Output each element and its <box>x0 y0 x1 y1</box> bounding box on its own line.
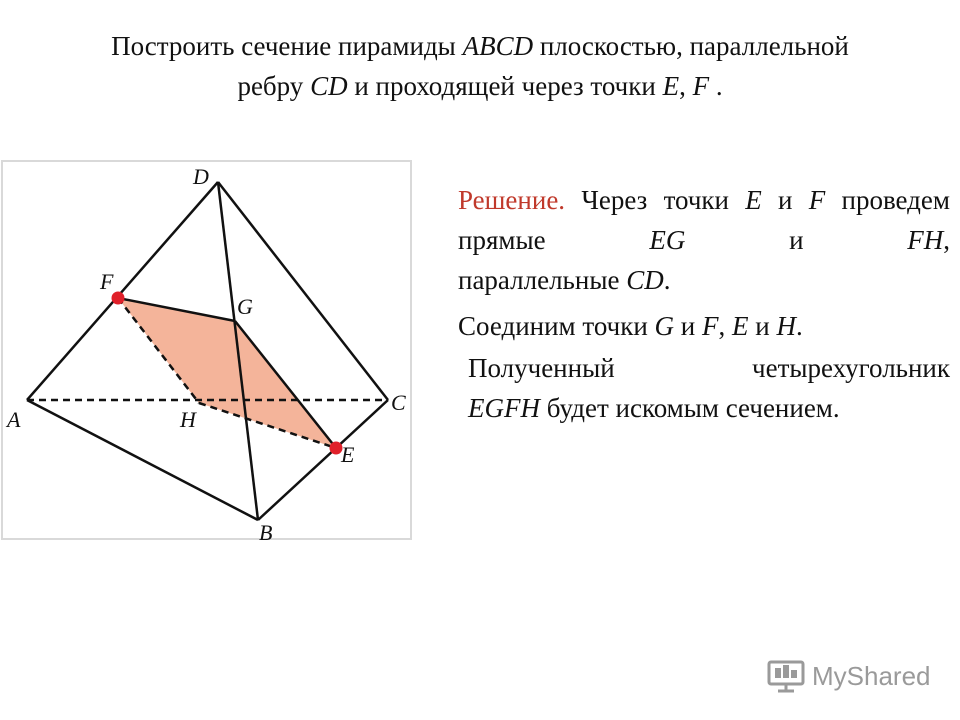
solution-text-run: , <box>718 311 732 341</box>
solution-text-run: проведем прямые <box>458 185 950 255</box>
solution-text-run: Полученный четырехугольник <box>468 353 950 383</box>
pyramid-figure <box>1 160 412 540</box>
solution-text-run: Соединим точки <box>458 311 655 341</box>
label-a: A <box>7 407 21 432</box>
section-name-ref: EGFH <box>468 393 540 423</box>
point-f-ref: F <box>701 311 719 341</box>
solution-text-run: , <box>943 225 950 255</box>
solution-label: Решение. <box>458 185 566 215</box>
point-h-ref: H <box>776 311 796 341</box>
solution-text-run: и <box>674 311 702 341</box>
solution-text-run: . <box>795 311 803 341</box>
solution-text-run: параллельные <box>458 265 627 295</box>
watermark <box>766 656 931 696</box>
solution-paragraph-1-end <box>458 260 950 300</box>
title-text: Построить сечение пирамиды <box>111 31 463 61</box>
title-line-1 <box>20 26 940 66</box>
solution-paragraph-3 <box>458 348 950 428</box>
solution-paragraph-3-end <box>468 388 950 428</box>
solution-text-run: . <box>663 265 671 295</box>
edge-cd-ref: CD <box>626 265 664 295</box>
title-point-e: E <box>662 71 680 101</box>
line-eg-ref: EG <box>649 225 686 255</box>
title-text: , <box>679 71 693 101</box>
point-e-ref: E <box>745 185 762 215</box>
problem-title <box>20 26 940 106</box>
label-h: H <box>180 407 196 432</box>
title-point-f: F <box>692 71 710 101</box>
solution-text <box>458 180 950 428</box>
title-edge-name: CD <box>310 71 348 101</box>
point-g-ref: G <box>654 311 675 341</box>
solution-text-run: и <box>761 185 809 215</box>
label-g: G <box>237 294 253 319</box>
title-text: плоскостью, параллельной <box>533 31 849 61</box>
point-f-ref: F <box>808 185 826 215</box>
title-text: и проходящей через точки <box>347 71 663 101</box>
title-text: ребру <box>237 71 311 101</box>
line-fh-ref: FH <box>907 225 944 255</box>
label-c: C <box>391 390 406 415</box>
solution-text-run: будет искомым сечением. <box>539 393 840 423</box>
solution-paragraph-1 <box>458 180 950 260</box>
edge-ab <box>27 400 258 520</box>
title-pyramid-name: ABCD <box>462 31 534 61</box>
label-e: E <box>341 442 355 467</box>
solution-text-run: и <box>685 225 908 255</box>
title-line-2 <box>20 66 940 106</box>
solution-text-run: и <box>748 311 777 341</box>
title-text: . <box>709 71 723 101</box>
label-f: F <box>100 269 114 294</box>
solution-text-run: Через точки <box>565 185 746 215</box>
solution-paragraph-2 <box>458 306 950 346</box>
label-d: D <box>193 164 209 189</box>
label-b: B <box>259 520 273 542</box>
presentation-icon <box>766 659 806 693</box>
point-e-ref: E <box>731 311 749 341</box>
watermark-text: MyShared <box>812 660 931 691</box>
pyramid-diagram <box>3 162 414 542</box>
